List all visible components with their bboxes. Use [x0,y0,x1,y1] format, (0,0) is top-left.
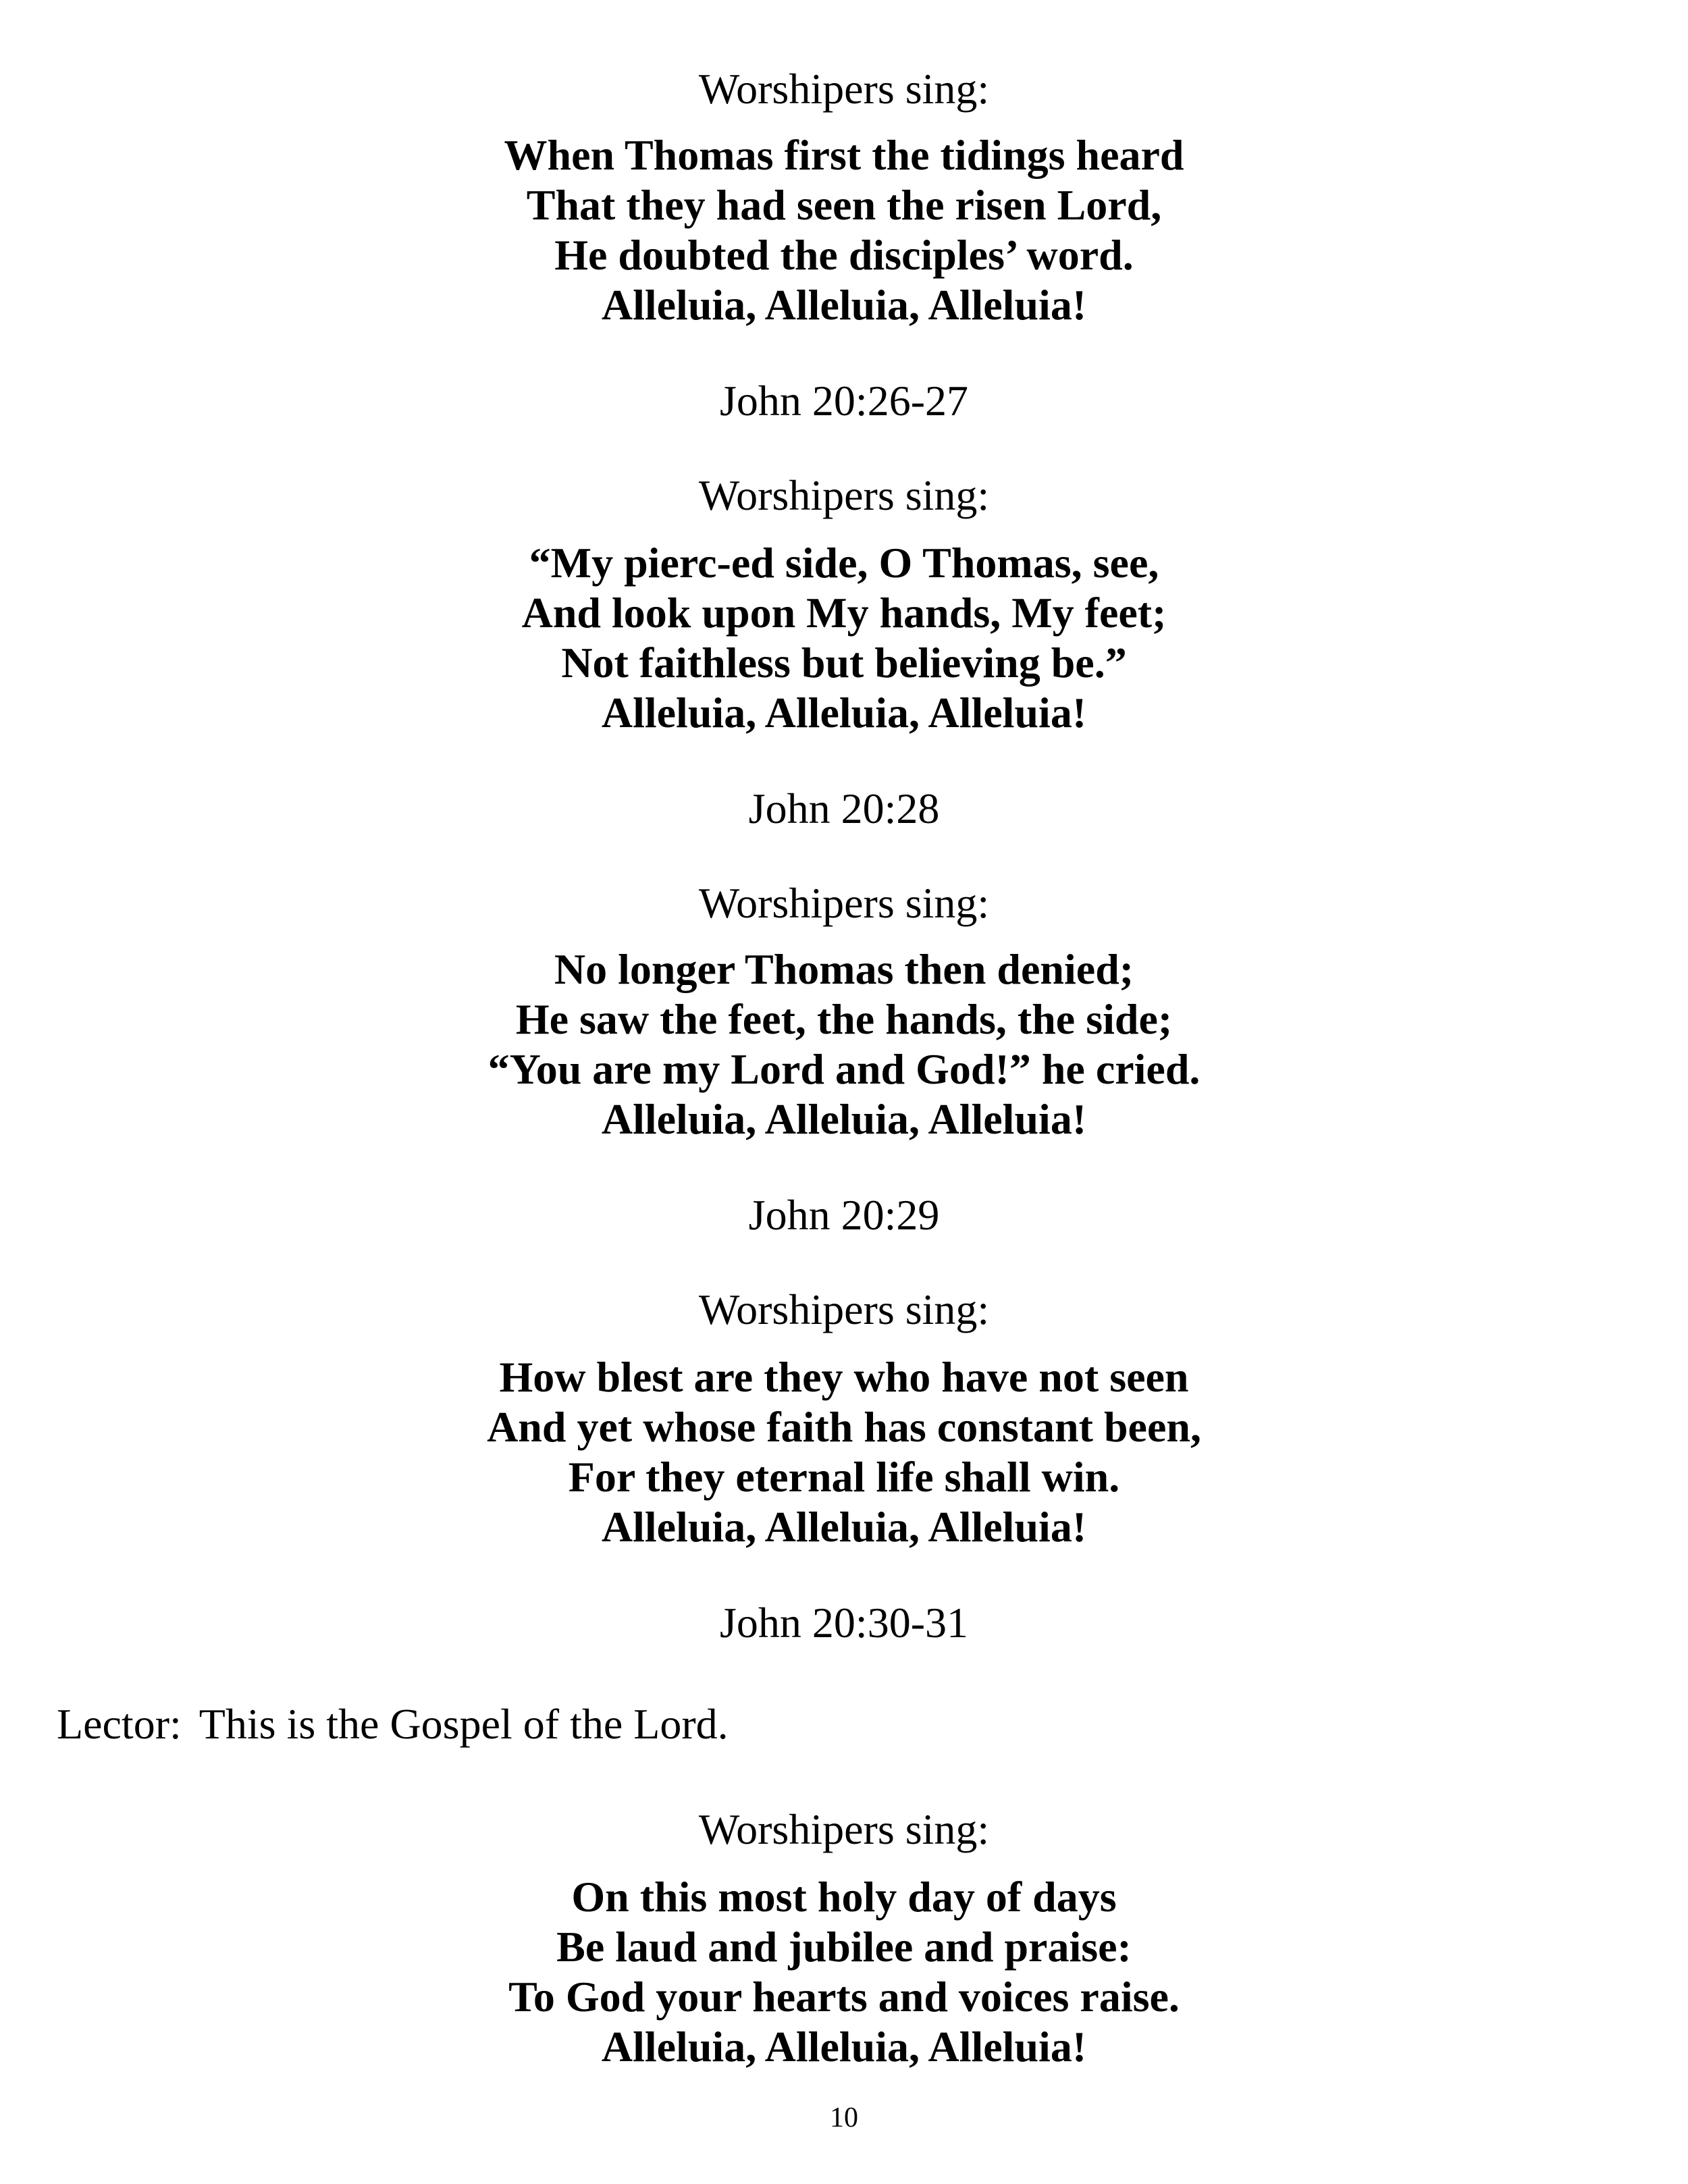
verse-line: When Thomas first the tidings heard [504,131,1184,179]
verse-line: That they had seen the risen Lord, [526,181,1162,229]
scripture-reference: John 20:29 [748,1191,940,1239]
scripture-reference: John 20:30-31 [720,1599,968,1647]
verse-line-refrain: Alleluia, Alleluia, Alleluia! [601,689,1087,737]
verse-line: And yet whose faith has constant been, [487,1403,1201,1451]
verse-line: How blest are they who have not seen [499,1353,1189,1401]
verse-line: No longer Thomas then denied; [554,945,1134,993]
rubric-worshipers-sing: Worshipers sing: [698,879,990,927]
verse-line-refrain: Alleluia, Alleluia, Alleluia! [601,1503,1087,1551]
verse-line-refrain: Alleluia, Alleluia, Alleluia! [601,2023,1087,2071]
verse-line: Be laud and jubilee and praise: [556,1923,1132,1971]
verse-line: He saw the feet, the hands, the side; [515,995,1173,1043]
rubric-worshipers-sing: Worshipers sing: [698,1285,990,1333]
verse-line: He doubted the disciples’ word. [554,231,1134,279]
verse-line-refrain: Alleluia, Alleluia, Alleluia! [601,281,1087,329]
verse-line: And look upon My hands, My feet; [521,589,1167,637]
verse-line: “You are my Lord and God!” he cried. [487,1045,1201,1093]
rubric-worshipers-sing: Worshipers sing: [698,65,990,113]
verse-line-refrain: Alleluia, Alleluia, Alleluia! [601,1095,1087,1143]
scripture-reference: John 20:26-27 [720,377,968,425]
verse-line: “My pierc-ed side, O Thomas, see, [529,539,1159,587]
rubric-worshipers-sing: Worshipers sing: [698,1805,990,1853]
lector-line [57,1700,729,1748]
lector-text: This is the Gospel of the Lord. [199,1700,729,1748]
verse-line: Not faithless but believing be.” [561,639,1127,687]
verse-line: To God your hearts and voices raise. [508,1973,1180,2021]
lector-role: Lector: [57,1700,182,1748]
verse-line: For they eternal life shall win. [568,1453,1120,1501]
verse-line: On this most holy day of days [571,1873,1117,1921]
scripture-reference: John 20:28 [748,784,940,832]
rubric-worshipers-sing: Worshipers sing: [698,471,990,519]
page-number: 10 [830,2102,858,2133]
